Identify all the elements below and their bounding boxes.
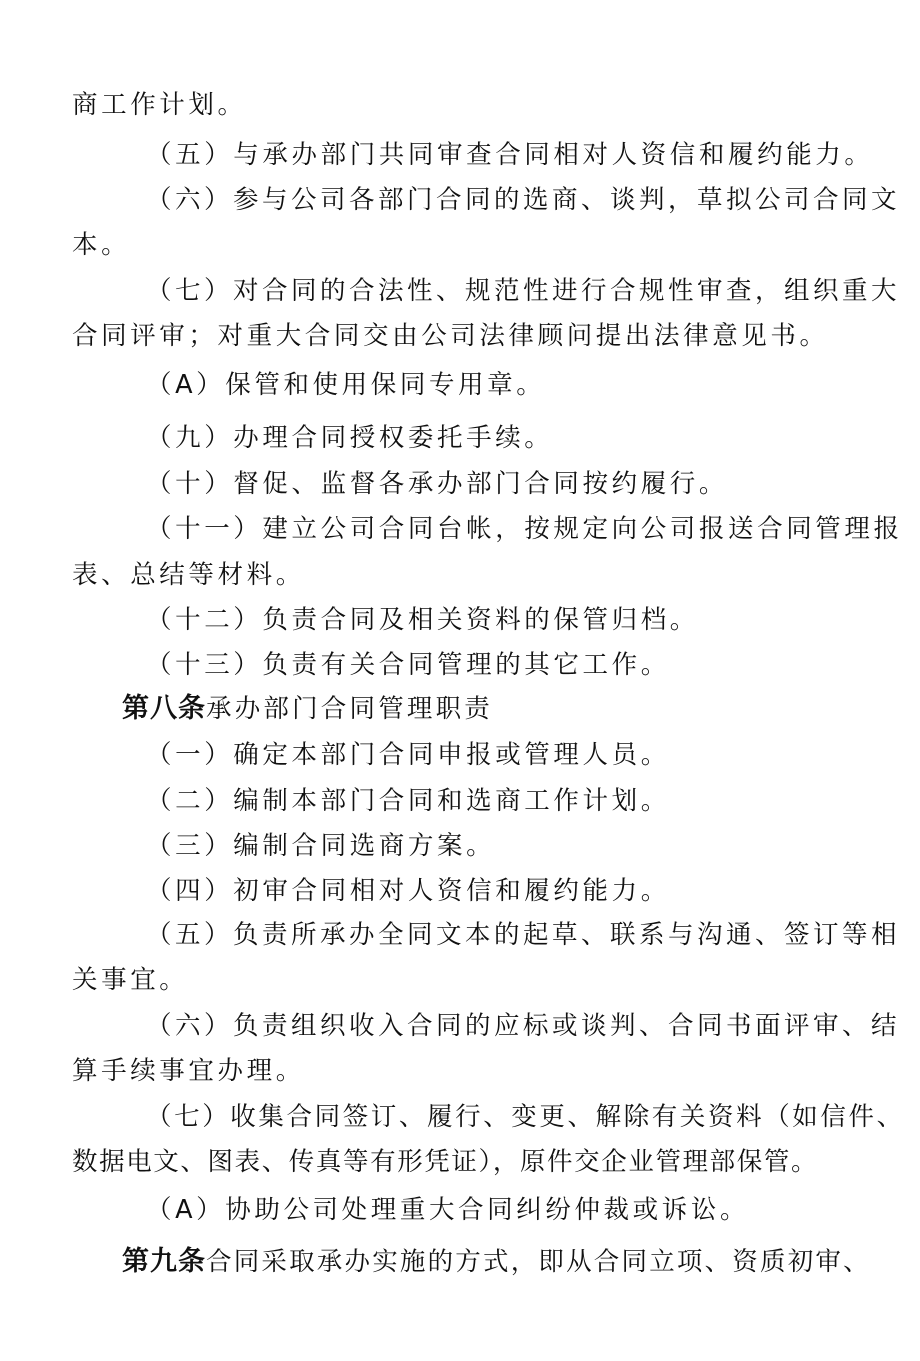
- article-8-line: （A）协助公司处理重大合同纠纷仲裁或诉讼。: [146, 1195, 750, 1225]
- article-9-text: 合同采取承办实施的方式，即从合同立项、资质初审、: [206, 1247, 871, 1277]
- article-8-line: （三）编制合同选商方案。: [146, 831, 496, 861]
- article-8-line: （六）负责组织收入合同的应标或谈判、合同书面评审、结: [146, 1011, 901, 1041]
- paragraph-line: 表、总结等材料。: [72, 560, 305, 590]
- article-8-line: 数据电文、图表、传真等有形凭证），原件交企业管理部保管。: [72, 1147, 819, 1177]
- paragraph-line: （A）保管和使用保同专用章。: [146, 370, 546, 400]
- paragraph-line: 合同评审；对重大合同交由公司法律顾问提出法律意见书。: [72, 321, 829, 351]
- article-8-line: 算手续事宜办理。: [72, 1056, 305, 1086]
- paragraph-line: 商工作计划。: [72, 90, 247, 120]
- article-8-line: （七）收集合同签订、履行、变更、解除有关资料（如信件、: [146, 1102, 905, 1132]
- article-9-heading: [122, 1245, 871, 1279]
- paragraph-line: （九）办理合同授权委托手续。: [146, 423, 554, 453]
- paragraph-line: （十三）负责有关合同管理的其它工作。: [146, 650, 670, 680]
- article-8-title: 承办部门合同管理职责: [206, 694, 494, 724]
- article-8-line: （四）初审合同相对人资信和履约能力。: [146, 876, 670, 906]
- article-8-line: 关事宜。: [72, 965, 189, 995]
- article-8-line: （二）编制本部门合同和选商工作计划。: [146, 786, 670, 816]
- paragraph-line: （十）督促、监督各承办部门合同按约履行。: [146, 469, 729, 499]
- article-9-label: 第九条: [122, 1246, 206, 1277]
- paragraph-line: （五）与承办部门共同审查合同相对人资信和履约能力。: [146, 140, 874, 170]
- paragraph-line: 本。: [72, 230, 131, 260]
- article-8-line: （五）负责所承办全同文本的起草、联系与沟通、签订等相: [146, 920, 901, 950]
- article-8-heading: [122, 692, 493, 726]
- paragraph-line: （十二）负责合同及相关资料的保管归档。: [146, 605, 699, 635]
- paragraph-line: （七）对合同的合法性、规范性进行合规性审查，组织重大: [146, 276, 901, 306]
- paragraph-line: （十一）建立公司合同台帐，按规定向公司报送合同管理报: [146, 514, 903, 544]
- article-8-label: 第八条: [122, 693, 206, 724]
- article-8-line: （一）确定本部门合同申报或管理人员。: [146, 740, 670, 770]
- paragraph-line: （六）参与公司各部门合同的选商、谈判，草拟公司合同文: [146, 185, 901, 215]
